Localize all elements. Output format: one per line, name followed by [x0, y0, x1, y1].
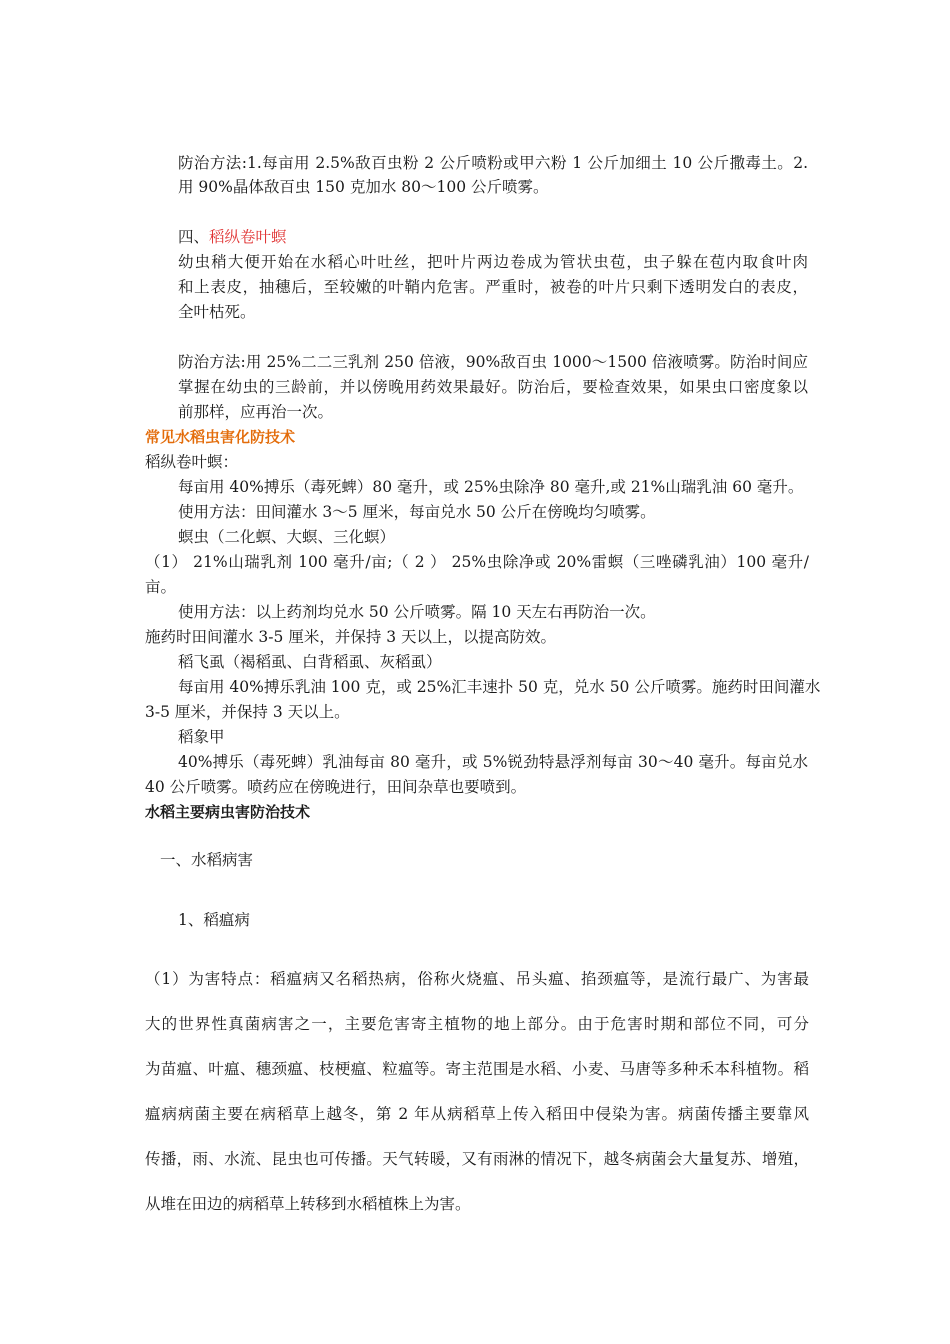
sec4-desc-line1: 幼虫稍大便开始在水稻心叶吐丝，把叶片两边卷成为管状虫苞，虫子躲在苞内取食叶肉: [178, 253, 808, 271]
section4-heading-prefix: 四、: [178, 228, 210, 246]
sec4-method-line3: 前那样，应再治一次。: [178, 403, 334, 421]
chem-leaf-roller: 稻纵卷叶螟：: [145, 453, 239, 471]
sec4-method-line2: 掌握在幼虫的三龄前，并以傍晚用药效果最好。防治后，要检查效果，如果虫口密度象以: [178, 378, 808, 396]
blast-line5: 传播，雨、水流、昆虫也可传播。天气转暖，又有雨淋的情况下，越冬病菌会大量复苏、增殖，: [145, 1150, 809, 1168]
chem-borer-use-line1: 使用方法：以上药剂均兑水 50 公斤喷雾。隔 10 天左右再防治一次。: [178, 603, 656, 621]
chem-borer-use-line2: 施药时田间灌水 3-5 厘米，并保持 3 天以上，以提高防效。: [145, 628, 557, 646]
chem-title: 常见水稻虫害化防技术: [145, 428, 296, 446]
blast-line1: （1）为害特点：稻瘟病又名稻热病，俗称火烧瘟、吊头瘟、掐颈瘟等，是流行最广、为害最: [145, 970, 809, 988]
chem-borer-dose-line1: （1） 21%山瑞乳剂 100 毫升/亩;（ 2 ） 25%虫除净或 20%雷螟（三唑磷乳油）100 毫升/: [145, 553, 809, 571]
section4-heading: [178, 227, 287, 247]
blast-line6: 从堆在田边的病稻草上转移到水稻植株上为害。: [145, 1195, 471, 1213]
chem-weevil-dose-line2: 40 公斤喷雾。喷药应在傍晚进行，田间杂草也要喷到。: [145, 778, 527, 796]
chem-weevil: 稻象甲: [178, 728, 225, 746]
sec4-method-line1: 防治方法:用 25%二二三乳剂 250 倍液，90%敌百虫 1000～1500 倍液喷雾。防治时间应: [178, 353, 808, 371]
chem-weevil-dose-line1: 40%搏乐（毒死蜱）乳油每亩 80 毫升，或 5%锐劲特悬浮剂每亩 30～40 毫升。每亩兑水: [178, 753, 808, 771]
blast-heading: 1、稻瘟病: [178, 911, 250, 929]
blast-line3: 为苗瘟、叶瘟、穗颈瘟、枝梗瘟、粒瘟等。寄主范围是水稻、小麦、马唐等多种禾本科植物。稻: [145, 1060, 809, 1078]
chem-ph-dose-line1: 每亩用 40%搏乐乳油 100 克，或 25%汇丰速扑 50 克，兑水 50 公斤喷雾。施药时田间灌水: [178, 678, 821, 696]
sec1-method-line2: 用 90%晶体敌百虫 150 克加水 80～100 公斤喷雾。: [178, 178, 549, 196]
section4-heading-name: 稻纵卷叶螟: [209, 228, 287, 246]
chem-planthopper: 稻飞虱（褐稻虱、白背稻虱、灰稻虱）: [178, 653, 442, 671]
main-title: 水稻主要病虫害防治技术: [145, 803, 311, 821]
blast-line4: 瘟病病菌主要在病稻草上越冬，第 2 年从病稻草上传入稻田中侵染为害。病菌传播主要靠风: [145, 1105, 809, 1123]
disease-heading: 一、水稻病害: [160, 851, 254, 869]
chem-borer-dose-line2: 亩。: [145, 578, 177, 596]
sec4-desc-line2: 和上表皮，抽穗后，至较嫩的叶鞘内危害。严重时，被卷的叶片只剩下透明发白的表皮，: [178, 278, 808, 296]
sec1-method-line1: 防治方法:1.每亩用 2.5%敌百虫粉 2 公斤喷粉或甲六粉 1 公斤加细土 10 公斤撒毒土。2.: [178, 154, 808, 172]
chem-borer: 螟虫（二化螟、大螟、三化螟）: [178, 528, 396, 546]
blast-line2: 大的世界性真菌病害之一，主要危害寄主植物的地上部分。由于危害时期和部位不同，可分: [145, 1015, 809, 1033]
sec4-desc-line3: 全叶枯死。: [178, 303, 256, 321]
chem-ph-dose-line2: 3-5 厘米，并保持 3 天以上。: [145, 703, 350, 721]
chem-lr-dose: 每亩用 40%搏乐（毒死蜱）80 毫升，或 25%虫除净 80 毫升,或 21%山瑞乳油 60 毫升。: [178, 478, 804, 496]
chem-lr-use: 使用方法：田间灌水 3～5 厘米，每亩兑水 50 公斤在傍晚均匀喷雾。: [178, 503, 656, 521]
